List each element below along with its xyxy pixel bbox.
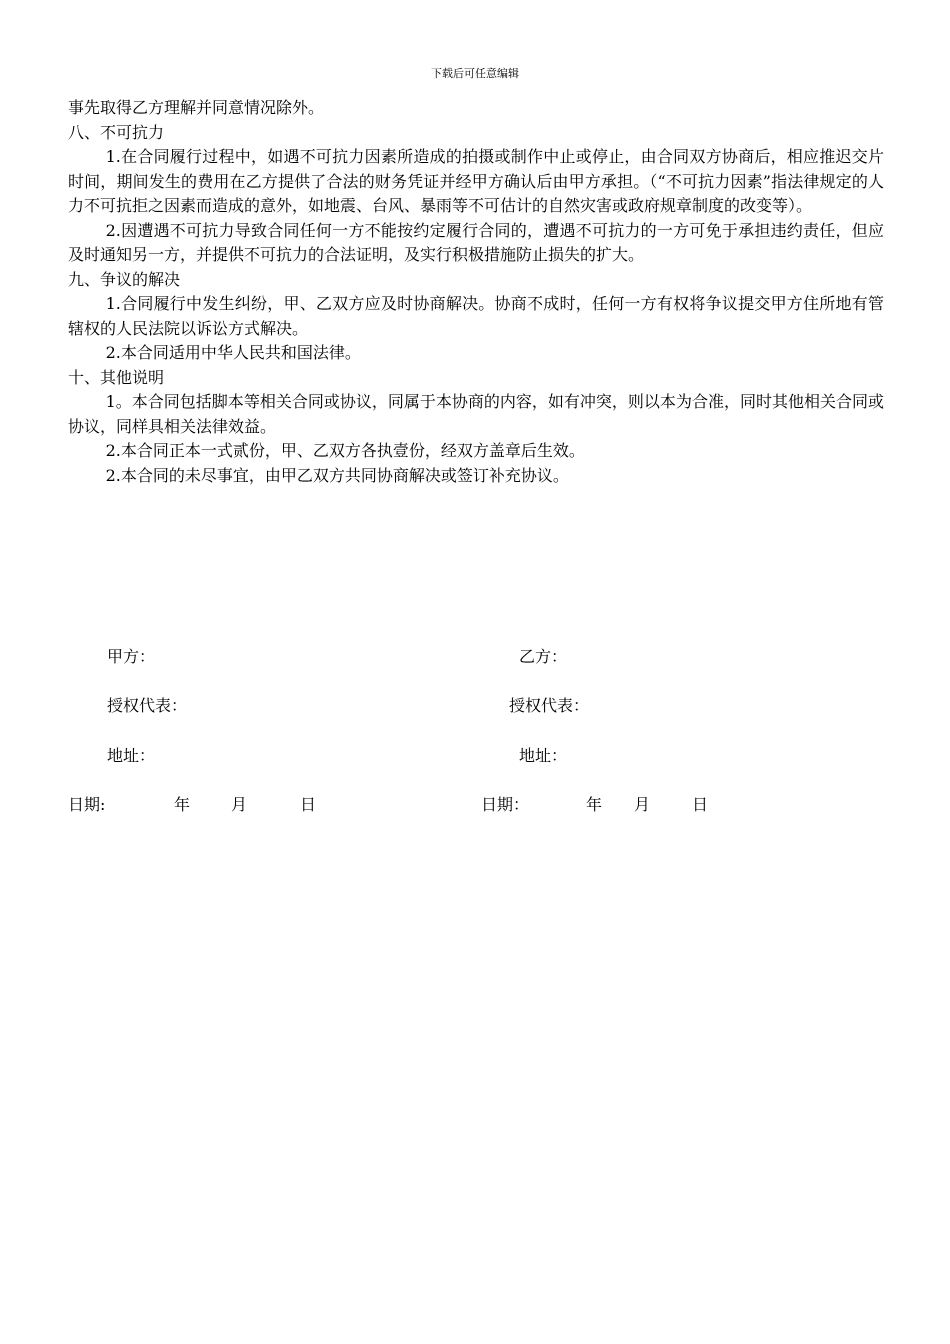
party-a-label: 甲方：: [107, 647, 156, 666]
section-heading-other: 十、其他说明: [68, 367, 165, 387]
section-heading-dispute: 九、争议的解决: [68, 269, 181, 289]
date-label: 日期：: [481, 795, 530, 814]
section-heading-force-majeure: 八、不可抗力: [68, 122, 165, 142]
year-label: 年: [586, 795, 603, 814]
page-header: 下载后可任意编辑: [431, 67, 519, 80]
clause-paragraph: 1.合同履行中发生纠纷，甲、乙双方应及时协商解决。协商不成时，任何一方有权将争议提交甲方住所地有管辖权的人民法院以诉讼方式解决。: [68, 294, 884, 338]
year-label: 年: [174, 795, 191, 814]
clause-paragraph: 2.本合同适用中华人民共和国法律。: [105, 343, 361, 362]
month-label: 月: [231, 795, 248, 814]
day-label: 日: [300, 795, 317, 814]
clause-paragraph: 1.在合同履行过程中，如遇不可抗力因素所造成的拍摄或制作中止或停止，由合同双方协商后，相应推迟交片时间，期间发生的费用在乙方提供了合法的财务凭证并经甲方确认后由甲方承担。（“不可抗力因素”指法律规定的人力不可抗拒之因素而造成的意外，如地震、台风、暴雨等不可估计的自然灾害或政府规章制度的改变等）。: [68, 147, 884, 215]
clause-paragraph: 2.本合同正本一式贰份，甲、乙双方各执壹份，经双方盖章后生效。: [105, 441, 585, 460]
clause-paragraph: 1。本合同包括脚本等相关合同或协议，同属于本协商的内容，如有冲突，则以本为合准，同时其他相关合同或协议，同样具相关法律效益。: [68, 392, 884, 436]
clause-paragraph: 2.因遭遇不可抗力导致合同任何一方不能按约定履行合同的，遭遇不可抗力的一方可免于承担违约责任，但应及时通知另一方，并提供不可抗力的合法证明，及实行积极措施防止损失的扩大。: [68, 220, 884, 264]
party-b-label: 乙方：: [519, 647, 568, 666]
contract-body: [68, 96, 884, 488]
party-b-address-label: 地址：: [519, 746, 568, 765]
continuation-line: 事先取得乙方理解并同意情况除外。: [68, 98, 325, 117]
party-a-address-label: 地址：: [107, 746, 156, 765]
day-label: 日: [692, 795, 709, 814]
clause-paragraph: 2.本合同的未尽事宜，由甲乙双方共同协商解决或签订补充协议。: [105, 465, 569, 485]
month-label: 月: [634, 795, 651, 814]
party-b-rep-label: 授权代表：: [509, 696, 590, 715]
date-label: 日期:: [68, 795, 106, 814]
party-a-rep-label: 授权代表：: [107, 696, 188, 715]
